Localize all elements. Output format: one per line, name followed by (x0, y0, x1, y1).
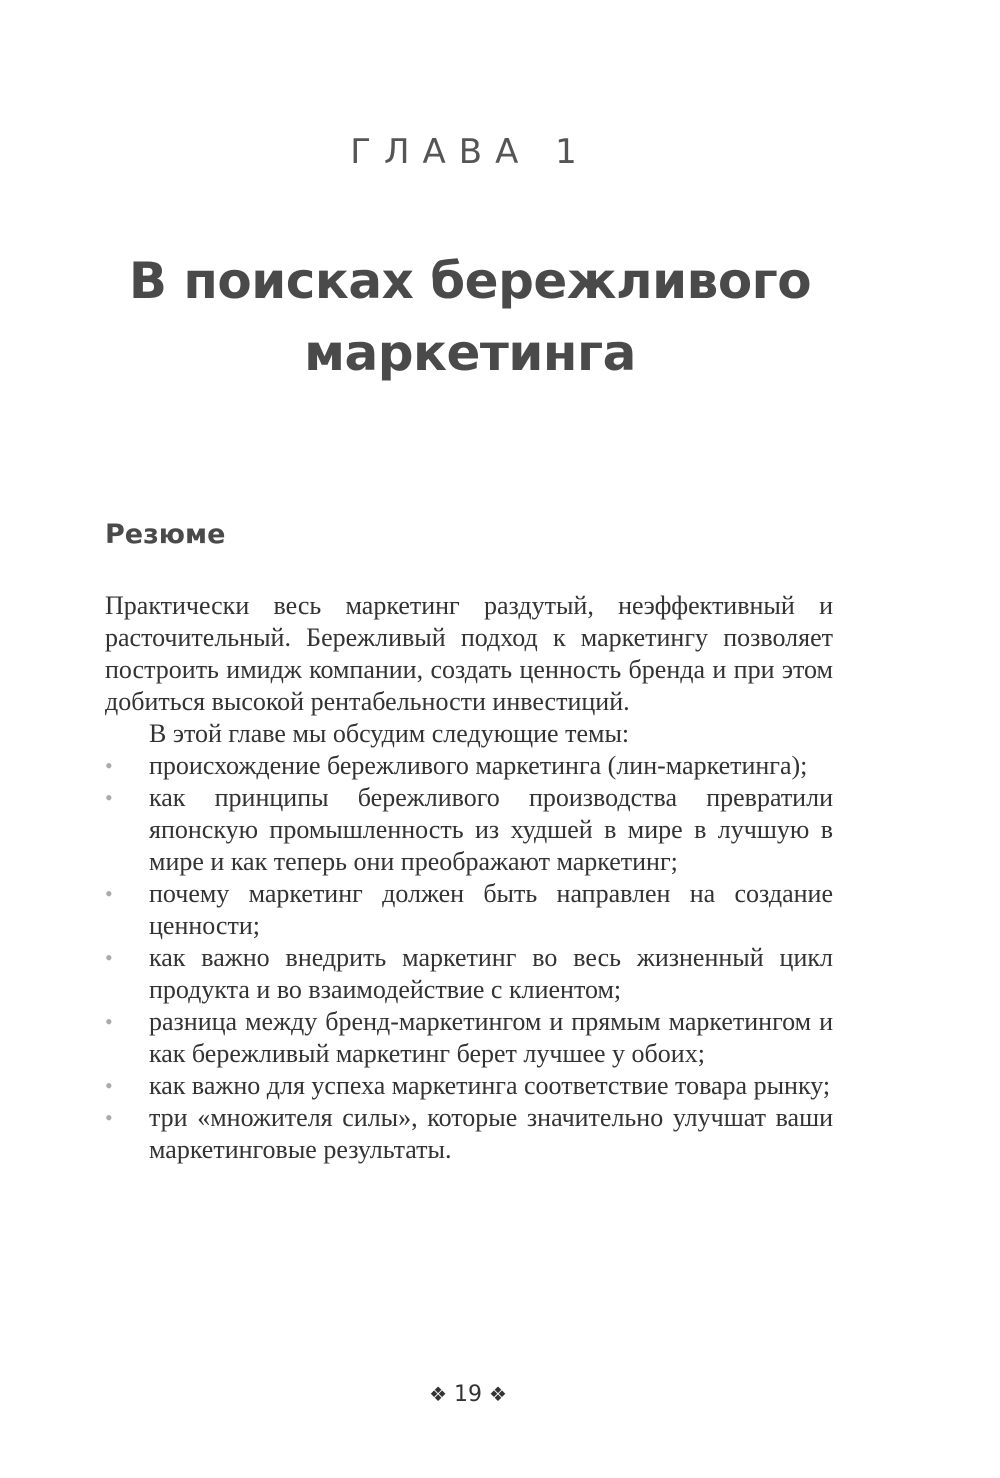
bullet-icon: • (105, 1105, 113, 1130)
list-item (105, 1006, 833, 1070)
list-item (105, 1070, 833, 1102)
bullet-icon: • (105, 945, 113, 970)
ornament-right-icon: ❖ (489, 1382, 507, 1406)
page-number: 19 (454, 1382, 482, 1407)
bullet-icon: • (105, 1073, 113, 1098)
bullet-icon: • (105, 1009, 113, 1034)
list-item (105, 878, 833, 942)
chapter-title-line-2: маркетинга (304, 324, 636, 382)
bullet-icon: • (105, 881, 113, 906)
chapter-title (0, 245, 940, 389)
summary-heading: Резюме (105, 519, 226, 550)
list-item-text: почему маркетинг должен быть направлен на создание ценности; (149, 879, 833, 940)
list-item-text: как важно внедрить маркетинг во весь жизненный цикл продукта и во взаимодействие с клиентом; (149, 943, 833, 1004)
page-number-footer (0, 1382, 936, 1407)
list-item-text: разница между бренд-маркетингом и прямым маркетингом и как бережливый маркетинг берет лучшее у обоих; (149, 1007, 833, 1068)
list-item-text: как важно для успеха маркетинга соответствие товара рынку; (149, 1071, 831, 1100)
bullet-icon: • (105, 753, 113, 778)
list-item-text: как принципы бережливого производства превратили японскую промышленность из худшей в мире в лучшую в мире и как теперь они преображают маркетинг; (149, 783, 833, 876)
list-item (105, 750, 833, 782)
list-item (105, 782, 833, 878)
list-item-text: происхождение бережливого маркетинга (лин-маркетинга); (149, 751, 808, 780)
list-item-text: три «множителя силы», которые значительно улучшат ваши маркетинговые результаты. (149, 1103, 833, 1164)
list-item (105, 1102, 833, 1166)
chapter-title-line-1: В поисках бережливого (128, 252, 812, 310)
intro-paragraph: Практически весь маркетинг раздутый, неэффективный и расточительный. Бережливый подход к маркетингу позволяет построить имидж компании, создать ценность бренда и при этом добиться высокой рентабельности инвестиций. (105, 591, 833, 716)
topics-list (105, 750, 833, 1166)
list-item (105, 942, 833, 1006)
list-lead-paragraph: В этой главе мы обсудим следующие темы: (149, 719, 630, 748)
chapter-label: ГЛАВА 1 (350, 132, 590, 172)
ornament-left-icon: ❖ (429, 1382, 447, 1406)
summary-body (105, 590, 833, 1166)
bullet-icon: • (105, 785, 113, 810)
